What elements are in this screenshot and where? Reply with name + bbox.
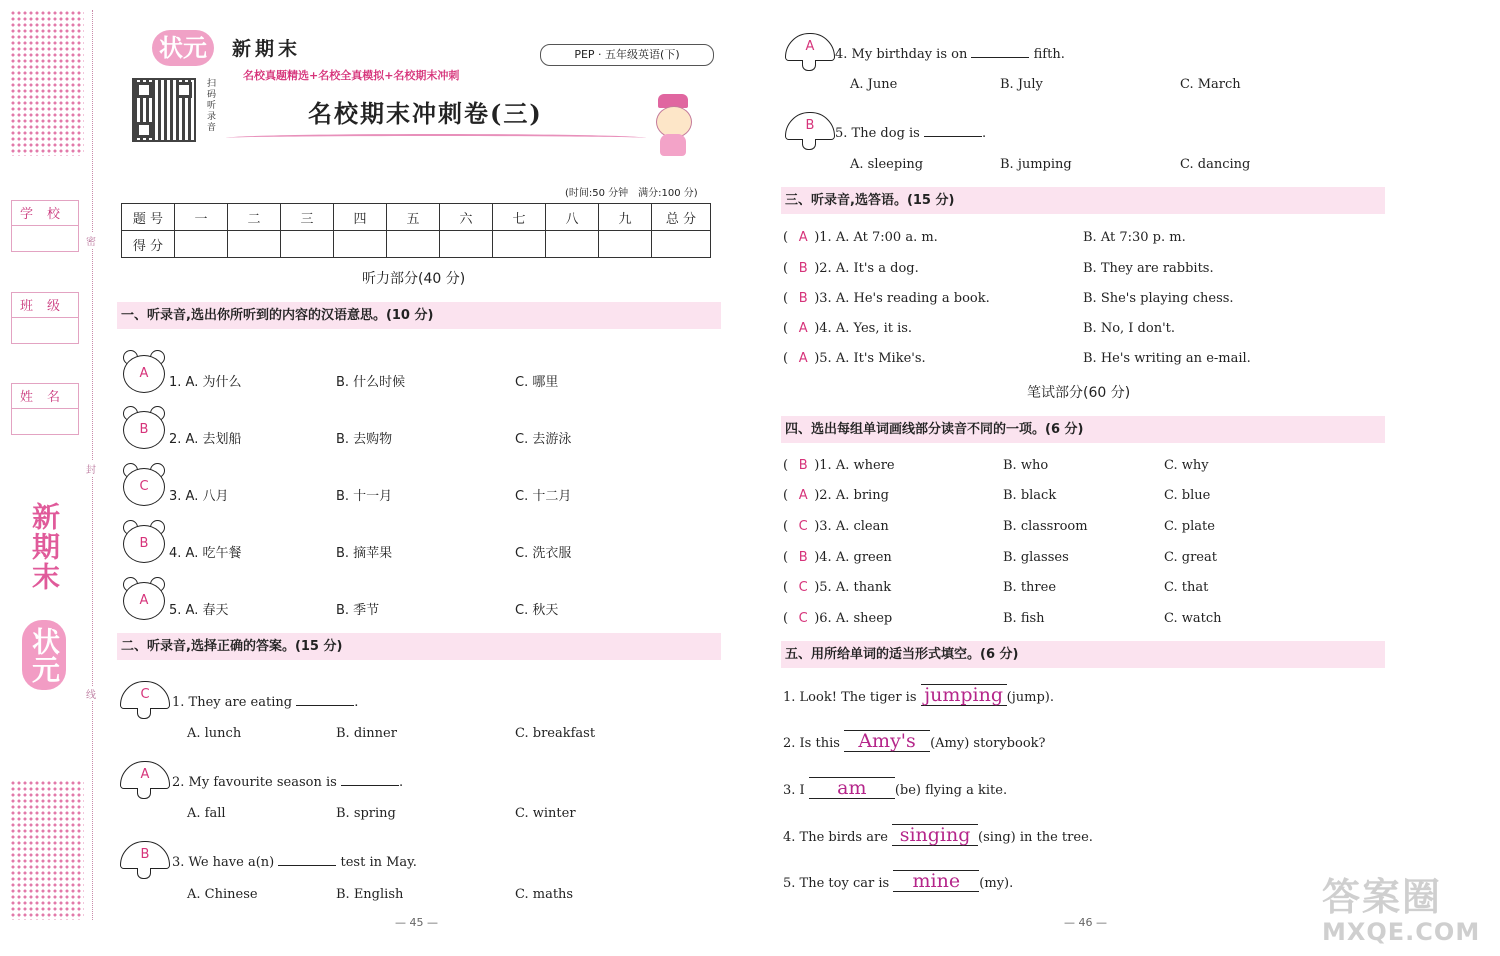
score-table-header-row <box>122 204 711 231</box>
answer-mark: B <box>785 112 835 140</box>
option-a[interactable]: A. sheep <box>835 611 893 626</box>
section-5-item: 2. Is this Amy's (Amy) storybook? <box>783 730 1046 752</box>
answer-mark: B <box>798 550 808 565</box>
watermark-url: MXQE.COM <box>1322 918 1481 946</box>
option-a[interactable]: A. It's Mike's. <box>835 351 926 366</box>
score-header-cell: 题 号 <box>122 204 175 231</box>
option-a[interactable]: A. June <box>850 77 898 92</box>
handwritten-answer[interactable]: singing <box>892 824 978 846</box>
school-field[interactable] <box>11 200 79 252</box>
option-c[interactable]: C. March <box>1180 77 1241 92</box>
option-a[interactable]: A. 八月 <box>185 489 229 504</box>
decorative-dot-pattern-top <box>10 10 84 156</box>
option-a[interactable]: A. 为什么 <box>185 375 242 390</box>
score-cell[interactable] <box>546 231 599 258</box>
option-a[interactable]: A. fall <box>187 806 226 821</box>
answer-mark: A <box>798 230 808 245</box>
option-b[interactable]: B. black <box>1003 488 1057 503</box>
option-a[interactable]: A. sleeping <box>850 157 924 172</box>
option-b[interactable]: B. No, I don't. <box>1083 321 1176 336</box>
option-b[interactable]: B. jumping <box>1000 157 1072 172</box>
score-header-cell: 二 <box>228 204 281 231</box>
option-c[interactable]: C. 十二月 <box>515 489 572 504</box>
answer-mark: B <box>798 458 808 473</box>
option-b[interactable]: B. 去购物 <box>336 432 393 447</box>
seal-mark-feng: 封 <box>86 461 96 476</box>
score-cell[interactable] <box>599 231 652 258</box>
section-5-item: 1. Look! The tiger is jumping (jump). <box>783 684 1054 706</box>
option-b[interactable]: B. who <box>1003 458 1049 473</box>
page-number-right: — 46 — <box>1064 916 1107 929</box>
watermark-logo-text: 答案圈 <box>1322 875 1443 919</box>
score-cell[interactable] <box>281 231 334 258</box>
mushroom-answer-bubble <box>120 681 170 723</box>
option-b[interactable]: B. 十一月 <box>336 489 393 504</box>
score-header-cell: 八 <box>546 204 599 231</box>
bear-answer-bubble <box>120 520 168 564</box>
option-a[interactable]: A. Chinese <box>187 887 258 902</box>
answer-mark: C <box>120 681 170 709</box>
answer-mark: B <box>798 261 808 276</box>
option-a[interactable]: A. It's a dog. <box>835 261 919 276</box>
option-c[interactable]: C. breakfast <box>515 726 596 741</box>
score-cell[interactable] <box>228 231 281 258</box>
option-a[interactable]: A. He's reading a book. <box>835 291 990 306</box>
name-label: 姓名 <box>20 390 75 405</box>
answer-blank[interactable] <box>971 57 1029 58</box>
class-field[interactable] <box>11 292 79 344</box>
section-2-heading: 二、听录音,选择正确的答案。(15 分) <box>117 633 721 660</box>
answer-mark: A <box>798 351 808 366</box>
brand-logo: 状元 <box>152 30 214 66</box>
section-5-item: 5. The toy car is mine (my). <box>783 870 1014 892</box>
score-header-cell: 七 <box>493 204 546 231</box>
bear-answer-bubble <box>120 406 168 450</box>
option-a[interactable]: A. green <box>835 550 892 565</box>
score-header-cell: 一 <box>175 204 228 231</box>
option-b[interactable]: B. She's playing chess. <box>1083 291 1234 306</box>
option-a[interactable]: A. bring <box>835 488 889 503</box>
score-cell[interactable] <box>387 231 440 258</box>
answer-mark: A <box>785 33 835 61</box>
vertical-logo: 状元 <box>22 620 66 690</box>
bear-answer-bubble <box>120 350 168 394</box>
answer-mark: A <box>120 761 170 789</box>
score-table-score-row <box>122 231 711 258</box>
handwritten-answer[interactable]: am <box>809 777 895 799</box>
option-c[interactable]: C. 去游泳 <box>515 432 572 447</box>
section-1-heading: 一、听录音,选出你所听到的内容的汉语意思。(10 分) <box>117 302 721 329</box>
option-a[interactable]: A. lunch <box>187 726 242 741</box>
option-a[interactable]: A. clean <box>835 519 889 534</box>
writing-part-title: 笔试部分(60 分) <box>1027 385 1131 401</box>
handwritten-answer[interactable]: Amy's <box>844 730 930 752</box>
option-c[interactable]: C. watch <box>1164 611 1222 626</box>
score-table <box>121 203 711 258</box>
exam-subtitle: 名校真题精选+名校全真模拟+名校期末冲刺 <box>243 69 460 82</box>
section-3-heading: 三、听录音,选答语。(15 分) <box>781 187 1385 214</box>
name-field[interactable] <box>11 383 79 435</box>
option-b[interactable]: B. 季节 <box>336 603 380 618</box>
series-title: 新期末 <box>232 38 302 60</box>
answer-mark: A <box>798 321 808 336</box>
score-cell[interactable] <box>334 231 387 258</box>
answer-mark: B <box>120 841 170 869</box>
option-a[interactable]: A. where <box>835 458 895 473</box>
option-c[interactable]: C. why <box>1164 458 1209 473</box>
option-a[interactable]: A. 去划船 <box>185 432 242 447</box>
score-cell[interactable] <box>493 231 546 258</box>
option-b[interactable]: B. At 7:30 p. m. <box>1083 230 1186 245</box>
option-b[interactable]: B. fish <box>1003 611 1045 626</box>
option-c[interactable]: C. plate <box>1164 519 1215 534</box>
bear-answer-bubble <box>120 463 168 507</box>
option-a[interactable]: A. Yes, it is. <box>835 321 913 336</box>
answer-blank[interactable] <box>924 136 982 137</box>
answer-mark: A <box>123 355 165 393</box>
option-c[interactable]: C. 秋天 <box>515 603 559 618</box>
answer-mark: C <box>798 519 808 534</box>
option-a[interactable]: A. 吃午餐 <box>185 546 242 561</box>
seal-mark-xian: 线 <box>86 686 96 701</box>
option-c[interactable]: C. that <box>1164 580 1209 595</box>
bear-answer-bubble <box>120 577 168 621</box>
answer-blank[interactable] <box>341 785 399 786</box>
option-b[interactable]: B. three <box>1003 580 1057 595</box>
section-5-item: 4. The birds are singing (sing) in the tree. <box>783 824 1093 846</box>
answer-blank[interactable] <box>278 865 336 866</box>
option-a[interactable]: A. At 7:00 a. m. <box>835 230 938 245</box>
score-header-cell: 四 <box>334 204 387 231</box>
option-c[interactable]: C. 哪里 <box>515 375 559 390</box>
score-cell[interactable] <box>440 231 493 258</box>
decorative-dot-pattern-bottom <box>10 780 84 920</box>
mushroom-answer-bubble <box>120 761 170 803</box>
title-swoosh <box>226 134 646 142</box>
option-b[interactable]: B. He's writing an e-mail. <box>1083 351 1251 366</box>
exam-title: 名校期末冲刺卷(三) <box>308 99 543 128</box>
score-header-cell: 五 <box>387 204 440 231</box>
answer-mark: B <box>123 525 165 563</box>
vertical-brand-text: 新期末 <box>28 502 61 592</box>
option-b[interactable]: B. English <box>336 887 404 902</box>
qr-code[interactable] <box>132 78 196 142</box>
section-5-heading: 五、用所给单词的适当形式填空。(6 分) <box>781 641 1385 668</box>
score-header-cell: 九 <box>599 204 652 231</box>
score-header-cell: 总 分 <box>652 204 711 231</box>
handwritten-answer[interactable]: mine <box>893 870 979 892</box>
qr-caption: 扫码听录音 <box>205 78 215 133</box>
option-c[interactable]: C. dancing <box>1180 157 1251 172</box>
school-label: 学校 <box>20 207 75 222</box>
option-b[interactable]: B. classroom <box>1003 519 1088 534</box>
answer-mark: C <box>798 580 808 595</box>
mushroom-answer-bubble <box>120 841 170 883</box>
option-a[interactable]: A. thank <box>835 580 892 595</box>
option-b[interactable]: B. glasses <box>1003 550 1069 565</box>
option-b[interactable]: B. dinner <box>336 726 397 741</box>
listening-part-title: 听力部分(40 分) <box>362 271 466 287</box>
option-c[interactable]: C. maths <box>515 887 574 902</box>
mushroom-answer-bubble <box>785 33 835 75</box>
time-score-note: (时间:50 分钟 满分:100 分) <box>565 188 698 199</box>
answer-mark: C <box>123 468 165 506</box>
mascot-character <box>646 94 700 158</box>
option-c[interactable]: C. blue <box>1164 488 1211 503</box>
mushroom-answer-bubble <box>785 112 835 154</box>
answer-blank[interactable] <box>296 705 354 706</box>
answer-mark: A <box>798 488 808 503</box>
score-cell[interactable] <box>175 231 228 258</box>
score-row-label: 得 分 <box>122 231 175 258</box>
class-label: 班级 <box>20 299 75 314</box>
answer-mark: A <box>123 582 165 620</box>
seal-mark-mi: 密 <box>86 233 96 248</box>
option-b[interactable]: B. They are rabbits. <box>1083 261 1214 276</box>
score-header-cell: 三 <box>281 204 334 231</box>
edition-tag: PEP · 五年级英语(下) <box>540 44 714 66</box>
option-b[interactable]: B. 什么时候 <box>336 375 406 390</box>
option-b[interactable]: B. July <box>1000 77 1043 92</box>
answer-mark: B <box>123 411 165 449</box>
section-5-item: 3. I am (be) flying a kite. <box>783 777 1008 799</box>
score-header-cell: 六 <box>440 204 493 231</box>
option-a[interactable]: A. 春天 <box>185 603 229 618</box>
option-b[interactable]: B. 摘苹果 <box>336 546 393 561</box>
handwritten-answer[interactable]: jumping <box>921 684 1007 706</box>
option-b[interactable]: B. spring <box>336 806 396 821</box>
answer-mark: C <box>798 611 808 626</box>
option-c[interactable]: C. winter <box>515 806 576 821</box>
option-c[interactable]: C. great <box>1164 550 1217 565</box>
option-c[interactable]: C. 洗衣服 <box>515 546 572 561</box>
page-number-left: — 45 — <box>395 916 438 929</box>
section-4-heading: 四、选出每组单词画线部分读音不同的一项。(6 分) <box>781 416 1385 443</box>
score-cell[interactable] <box>652 231 711 258</box>
answer-mark: B <box>798 291 808 306</box>
